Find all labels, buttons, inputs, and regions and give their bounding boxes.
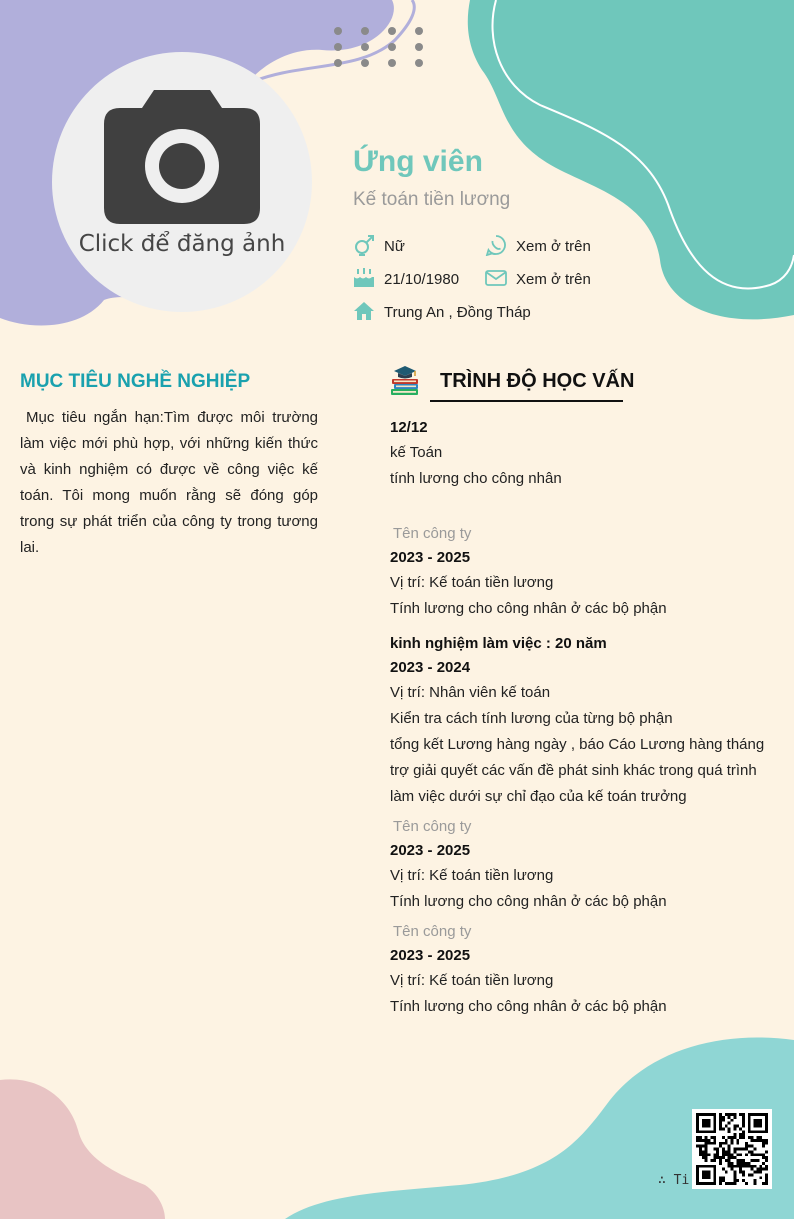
birthday-cake-icon	[353, 267, 375, 289]
education-title-underline	[430, 400, 623, 402]
watermark-prefix: ∴ Ti	[658, 1173, 690, 1188]
work-detail: Kiển tra cách tính lương của từng bộ phận	[390, 710, 673, 727]
work-detail: làm việc dưới sự chỉ đạo của kế toán trưởng	[390, 788, 687, 805]
work-detail: Tính lương cho công nhân ở các bộ phận	[390, 998, 667, 1015]
education-major: kế Toán	[390, 444, 443, 461]
education-title: TRÌNH ĐỘ HỌC VẤN	[440, 370, 635, 392]
envelope-icon	[485, 267, 507, 289]
work-role: Vị trí: Kế toán tiền lương	[390, 867, 554, 884]
phone-value: Xem ở trên	[516, 238, 591, 255]
whatsapp-icon	[485, 234, 507, 256]
photo-caption: Click để đăng ảnh	[78, 231, 286, 257]
gender-value: Nữ	[384, 238, 405, 255]
candidate-name: Ứng viên	[353, 145, 483, 178]
books-graduation-icon	[389, 365, 421, 397]
company-name: Tên công ty	[393, 525, 472, 542]
work-role: Vị trí: Kế toán tiền lương	[390, 972, 554, 989]
company-name: Tên công ty	[393, 818, 472, 835]
qr-code-graphic	[696, 1113, 768, 1185]
experience-heading: kinh nghiệm làm việc : 20 năm	[390, 635, 607, 652]
work-role: Vị trí: Nhân viên kế toán	[390, 684, 551, 701]
work-role: Vị trí: Kế toán tiền lương	[390, 574, 554, 591]
birthday-value: 21/10/1980	[384, 271, 460, 288]
address-value: Trung An , Đồng Tháp	[384, 304, 531, 321]
candidate-position: Kế toán tiền lương	[353, 189, 511, 210]
email-value: Xem ở trên	[516, 271, 591, 288]
objective-text: Mục tiêu ngắn hạn:Tìm được môi trường làm việc mới phù hợp, với những kiến thức và kinh nghiệm có được về công việc kế toán. Tôi mong muốn rằng sẽ đóng góp trong sự phát triển của công ty trong tương lai.	[20, 409, 318, 556]
camera-icon	[104, 90, 260, 224]
work-period: 2023 - 2025	[390, 842, 471, 859]
work-period: 2023 - 2025	[390, 549, 471, 566]
photo-upload[interactable]	[52, 52, 312, 312]
work-detail: tổng kết Lương hàng ngày , báo Cáo Lương hàng tháng	[390, 736, 765, 753]
education-grade: 12/12	[390, 419, 428, 436]
pink-blob	[0, 1079, 165, 1219]
work-period: 2023 - 2025	[390, 947, 471, 964]
work-detail: Tính lương cho công nhân ở các bộ phận	[390, 893, 667, 910]
home-icon	[353, 300, 375, 322]
work-detail: Tính lương cho công nhân ở các bộ phận	[390, 600, 667, 617]
objective-title: MỤC TIÊU NGHỀ NGHIỆP	[20, 371, 251, 392]
work-period: 2023 - 2024	[390, 659, 471, 676]
work-detail: trợ giải quyết các vấn đề phát sinh khác trong quá trình	[390, 762, 757, 779]
education-description: tính lương cho công nhân	[390, 470, 562, 487]
gender-icon	[353, 234, 375, 256]
qr-code-icon[interactable]	[692, 1109, 772, 1189]
company-name: Tên công ty	[393, 923, 472, 940]
